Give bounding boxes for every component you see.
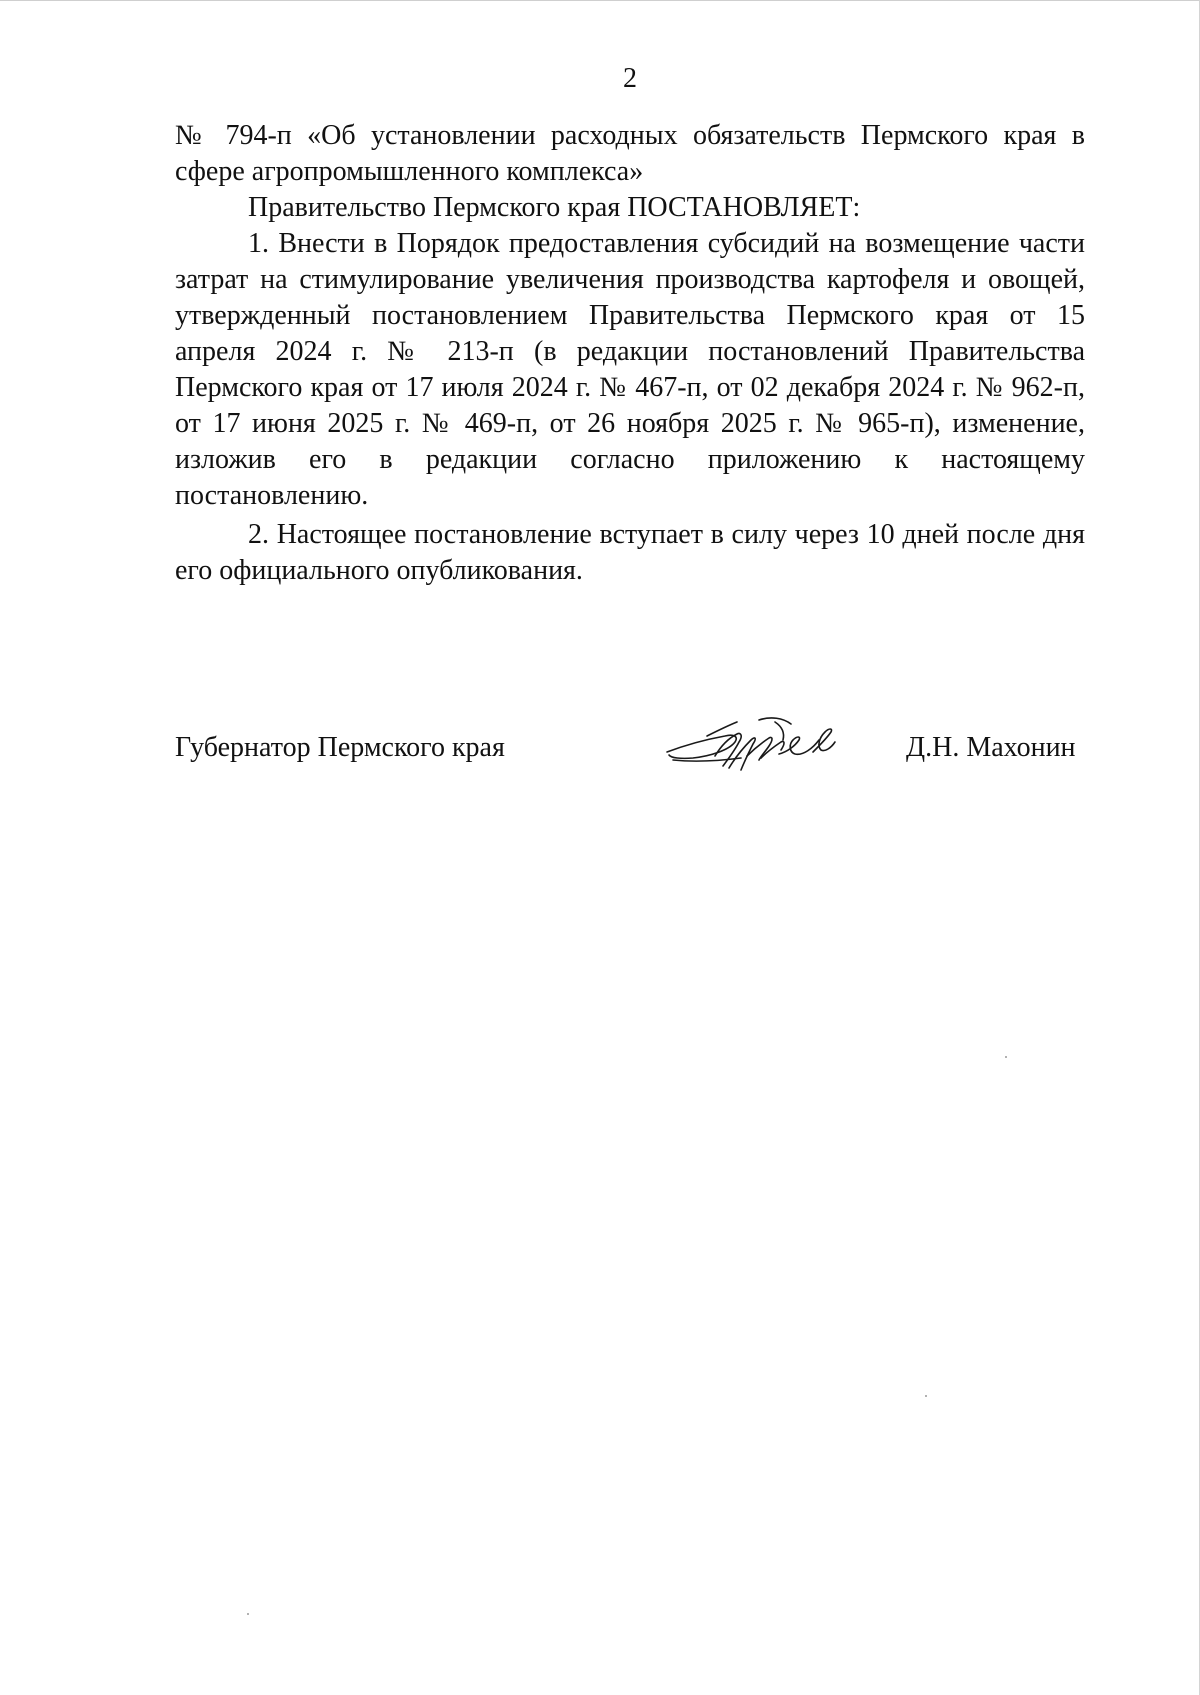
signatory-name: Д.Н. Махонин: [906, 732, 1076, 763]
paragraph-item-1: 1. Внести в Порядок предоставления субсидий на возмещение части затрат на стимулирование увеличения производства картофеля и овощей, утвержденный постановлением Правительства Пермского края от 15 апреля 2024 г. № 213-п (в редакции постановлений Правительства Пермского края от 17 июля 2024 г. № 467-п, от 02 декабря 2024 г. № 962-п, от 17 июня 2025 г. № 469-п, от 26 ноября 2025 г. № 965-п), изменение, изложив его в редакции согласно приложению к настоящему постановлению.: [175, 228, 1085, 511]
scan-speck: [247, 1613, 249, 1615]
signatory-title: Губернатор Пермского края: [175, 732, 505, 763]
scan-speck: [1005, 1056, 1007, 1058]
paragraph-item-2: 2. Настоящее постановление вступает в силу через 10 дней после дня его официального опубликования.: [175, 519, 1085, 586]
page-top-edge: [0, 0, 1200, 1]
signature-block: [175, 730, 1085, 770]
paragraph-resolves: Правительство Пермского края ПОСТАНОВЛЯЕТ:: [248, 192, 861, 223]
handwritten-signature: [663, 712, 839, 778]
paragraph-decree-reference: № 794-п «Об установлении расходных обязательств Пермского края в сфере агропромышленного комплекса»: [175, 120, 1085, 187]
document-body: [175, 118, 1085, 589]
scan-speck: [925, 1395, 927, 1397]
page-number: 2: [623, 63, 637, 94]
